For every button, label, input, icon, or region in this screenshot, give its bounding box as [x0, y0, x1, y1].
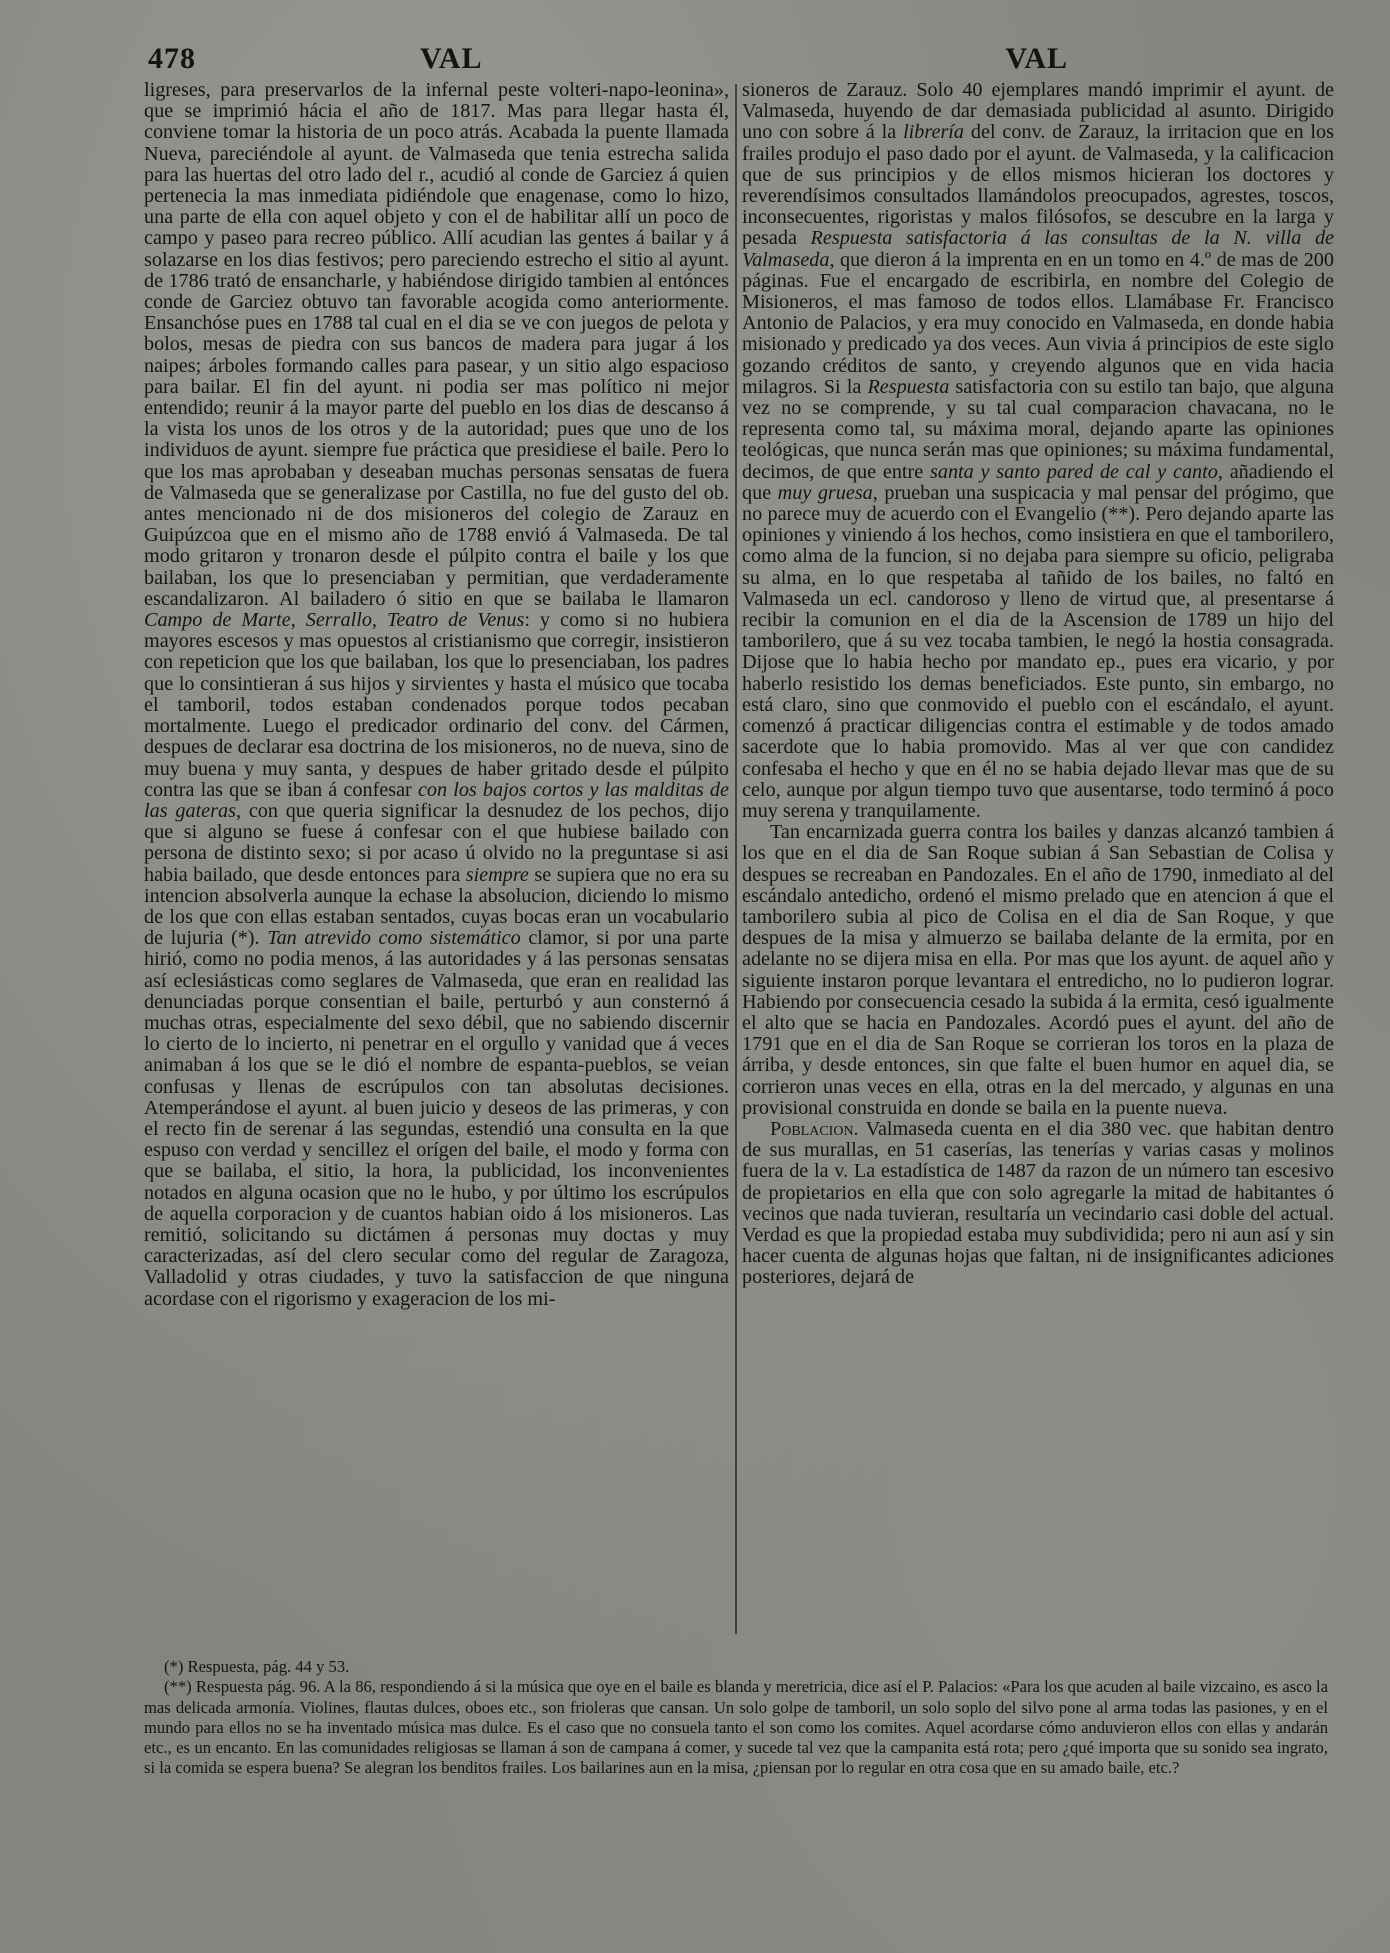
right-column [742, 80, 1334, 1637]
running-title-left: VAL [420, 42, 483, 75]
footnotes [144, 1657, 1328, 1857]
section-heading: Poblacion. [770, 1117, 859, 1140]
column-rule [735, 84, 737, 1634]
page-header [140, 42, 1328, 78]
paragraph: Poblacion. Valmaseda cuenta en el dia 380 vec. que habitan dentro de sus murallas, en 51 caserías, las tenerías y varias casas y molinos fuera de la v. La estadística de 1487 da razon de un número tan escesivo de propietarios en ella que con solo agregarle la mitad de habitantes ó vecinos que nada tuvieran, resultaría un vecindario casi doble del actual. Verdad es que la propiedad estaba muy subdividida; pero ni aun así y sin hacer cuenta de algunas hojas que faltan, ni de insignificantes adiciones posteriores, dejará de [742, 1117, 1334, 1289]
footnote: (*) Respuesta, pág. 44 y 53. [164, 1657, 350, 1676]
footnote: (**) Respuesta pág. 96. A la 86, respondiendo á si la música que oye en el baile es blanda y meretricia, dice así el P. Palacios: «Para los que acuden al baile vizcaino, es asco la mas delicada armonía. Violines, flautas dulces, oboes etc., son frioleras que cansan. Un solo golpe de tamboril, un solo soplo del silvo pone al arma todas las pasiones, y en el mundo para ellos no se ha inventado música mas dulce. Es el caso que no consuela tanto el son como los comites. Aquel acordarse cómo anduvieron ellos con ellas y andarán etc., es un encanto. En las comunidades religiosas se llaman á son de campana á comer, y sucede tal vez que la campanita está rota; pero ¿qué importa que su sonido sea ingrato, si la comida se espera buena? Se alegran los benditos frailes. Los bailarines aun en la misa, ¿piensan por lo regular en otra cosa que en su amado baile, etc.? [144, 1677, 1328, 1778]
running-title-right: VAL [1005, 42, 1068, 75]
left-column [144, 80, 729, 1637]
paragraph: Tan encarnizada guerra contra los bailes y danzas alcanzó tambien á los que en el dia de San Roque subian á San Sebastian de Colisa y despues se recreaban en Pandozales. En el año de 1790, inmediato al del escándalo antedicho, ordenó el mismo prelado que en atencion á que el tamborilero subia al pico de Colisa en el dia de San Roque, y que despues de la misa y almuerzo se bailaba delante de la ermita, por en adelante no se dijera misa en ella. Por mas que los ayunt. de aquel año y siguiente instaron porque levantara el entredicho, no lo pudieron lograr. Habiendo por consecuencia cesado la subida á la ermita, cesó igualmente el alto que se hacia en Pandozales. Acordó pues el ayunt. del año de 1791 que en el dia de San Roque se corrieran los toros en la plaza de árriba, y desde entonces, sin que falte el buen humor en aquel dia, se corrieron unas veces en ella, otras en la del mercado, y algunas en una provisional construida en donde se baila en la puente nueva. [742, 821, 1334, 1119]
paragraph: ligreses, para preservarlos de la infernal peste volteri-napo-leonina», que se imprimió hácia el año de 1817. Mas para llegar hasta él, conviene tomar la historia de un poco atrás. Acabada la puente llamada Nueva, pareciéndole al ayunt. de Valmaseda que tenia estrecha salida para las huertas del otro lado del r., acudió al conde de Garciez á quien pertenecia la mas inmediata pidiéndole que enagenase, como lo hizo, una parte de ella con aquel objeto y con el de habilitar allí un poco de campo y paseo para recreo público. Allí acudian las gentes á bailar y á solazarse en los dias festivos; pero pareciendo estrecho el sitio al ayunt. de 1786 trató de ensancharle, y habiéndose dirigido tambien al entónces conde de Garciez obtuvo tan favorable acogida como anteriormente. Ensanchóse pues en 1788 tal cual en el dia se ve con juegos de pelota y bolos, mesas de piedra con sus bancos de madera para jugar á los naipes; árboles formando calles para pasear, y un sitio algo espacioso para bailar. El fin del ayunt. ni podia ser mas político ni mejor entendido; reunir á la mayor parte del pueblo en los dias de descanso á la vista los unos de los otros y de la autoridad; pues que uno de los individuos de ayunt. siempre fue práctica que presidiese el baile. Pero lo que los mas aprobaban y deseaban muchas personas sensatas de fuera de Valmaseda que se generalizase por Castilla, no fue del gusto del ob. antes mencionado ni de dos misioneros del colegio de Zarauz en Guipúzcoa que en el mismo año de 1788 envió á Valmaseda. De tal modo gritaron y tronaron desde el púlpito contra el baile y los que bailaban, los que lo presenciaban y permitian, que verdaderamente escandalizaron. Al bailadero ó sitio en que se bailaba le llamaron Campo de Marte, Serrallo, Teatro de Venus: y como si no hubiera mayores escesos y mas opuestos al cristianismo que corregir, insistieron con repeticion que los que bailaban, los que lo presenciaban, los padres que lo consintieran á sus hijos y sirvientes y hasta el músico que tocaba el tamboril, todos estaban condenados porque todos pecaban mortalmente. Luego el predicador ordinario del conv. del Cármen, despues de declarar esa doctrina de los misioneros, no de nueva, sino de muy buena y muy santa, y despues de haber gritado desde el púlpito contra las que se iban á confesar con los bajos cortos y las malditas de las gateras, con que queria significar la desnudez de los pechos, dijo que si alguno se fuese á confesar con el que hubiese bailado con persona de distinto sexo; si por acaso ú olvido no la preguntase si asi habia bailado, que desde entonces para siempre se supiera que no era su intencion absolverla aunque la echase la absolucion, diciendo lo mismo de los que con ellas estaban sentados, cuyas bocas eran un vocabulario de lujuria (*). Tan atrevido como sistemático clamor, si por una parte hirió, como no podia menos, á las autoridades y á las personas sensatas así eclesiásticas como seglares de Valmaseda, que eran en realidad las denunciadas porque consentian el baile, perturbó y aun consternó á muchas otras, especialmente del sexo débil, que no sabiendo discernir lo cierto de lo incierto, ni penetrar en el orgullo y vanidad que á veces animaban á los que se le dió el nombre de espanta-pueblos, se veian confusas y llenas de escrúpulos con tan absolutas decisiones. Atemperándose el ayunt. al buen juicio y deseos de las primeras, y con el recto fin de serenar á las segundas, estendió una consulta en la que espuso con verdad y sencillez el orígen del baile, el modo y forma con que se bailaba, el sitio, la hora, la publicidad, los inconvenientes notados en alguna ocasion que no le hubo, y por último los escrúpulos de aquella corporacion y de cuantos habian oido á los misioneros. Las remitió, solicitando su dictámen á personas muy doctas y muy caracterizadas, así del clero secular como del regular de Zaragoza, Valladolid y otras ciudades, y tuvo la satisfaccion de que ninguna acordase con el rigorismo y exageracion de los mi- [144, 80, 729, 1310]
paragraph: sioneros de Zarauz. Solo 40 ejemplares mandó imprimir el ayunt. de Valmaseda, huyendo de dar demasiada publicidad al asunto. Dirigido uno con sobre á la librería del conv. de Zarauz, la irritacion que en los frailes produjo el paso dado por el ayunt. de Valmaseda, y la calificacion que de sus principios y de ellos mismos hicieran los doctores y reverendísimos consultados llamándolos preocupados, agrestes, toscos, inconsecuentes, rigoristas y malos filósofos, se descubre en la larga y pesada Respuesta satisfactoria á las consultas de la N. villa de Valmaseda, que dieron á la imprenta en en un tomo en 4.º de mas de 200 páginas. Fue el encargado de escribirla, en nombre del Colegio de Misioneros, el mas famoso de todos ellos. Llamábase Fr. Francisco Antonio de Palacios, y era muy conocido en Valmaseda, en donde habia misionado y predicado ya dos veces. Aun vivia á principios de este siglo gozando créditos de santo, y creyendo algunos que en vida hacia milagros. Si la Respuesta satisfactoria con su estilo tan bajo, que alguna vez no se comprende, y su tal cual comparacion chavacana, no le representa como tal, su máxima moral, dejando aparte las opiniones teológicas, que nunca serán mas que opiniones; su máxima fundamental, decimos, de que entre santa y santo pared de cal y canto, añadiendo el que muy gruesa, prueban una suspicacia y mal pensar del prógimo, que no parece muy de acuerdo con el Evangelio (**). Pero dejando aparte las opiniones y viniendo á los hechos, como insistiera en que el tamborilero, como alma de la funcion, si no dejaba para siempre su oficio, peligraba su alma, en lo que respetaba al tañido de los bailes, no faltó en Valmaseda un ecl. candoroso y lleno de virtud que, al presentarse á recibir la comunion en el dia de la Ascension de 1789 un hijo del tamborilero, que á su vez tocaba tambien, le negó la hostia consagrada. Dijose que lo habia hecho por mandato ep., pues era vicario, y por haberlo resistido los demas beneficiados. Este punto, sin embargo, no está claro, sino que conmovido el pueblo con el escándalo, el ayunt. comenzó á practicar diligencias contra el estimable y de todos amado sacerdote que lo habia promovido. Mas al ver que con candidez confesaba el hecho y que en él no se habia dejado llevar mas que de su celo, aunque por algun tiempo tuvo que ausentarse, todo terminó á poco muy serena y tranquilamente. [742, 80, 1334, 822]
page-number: 478 [148, 42, 196, 75]
